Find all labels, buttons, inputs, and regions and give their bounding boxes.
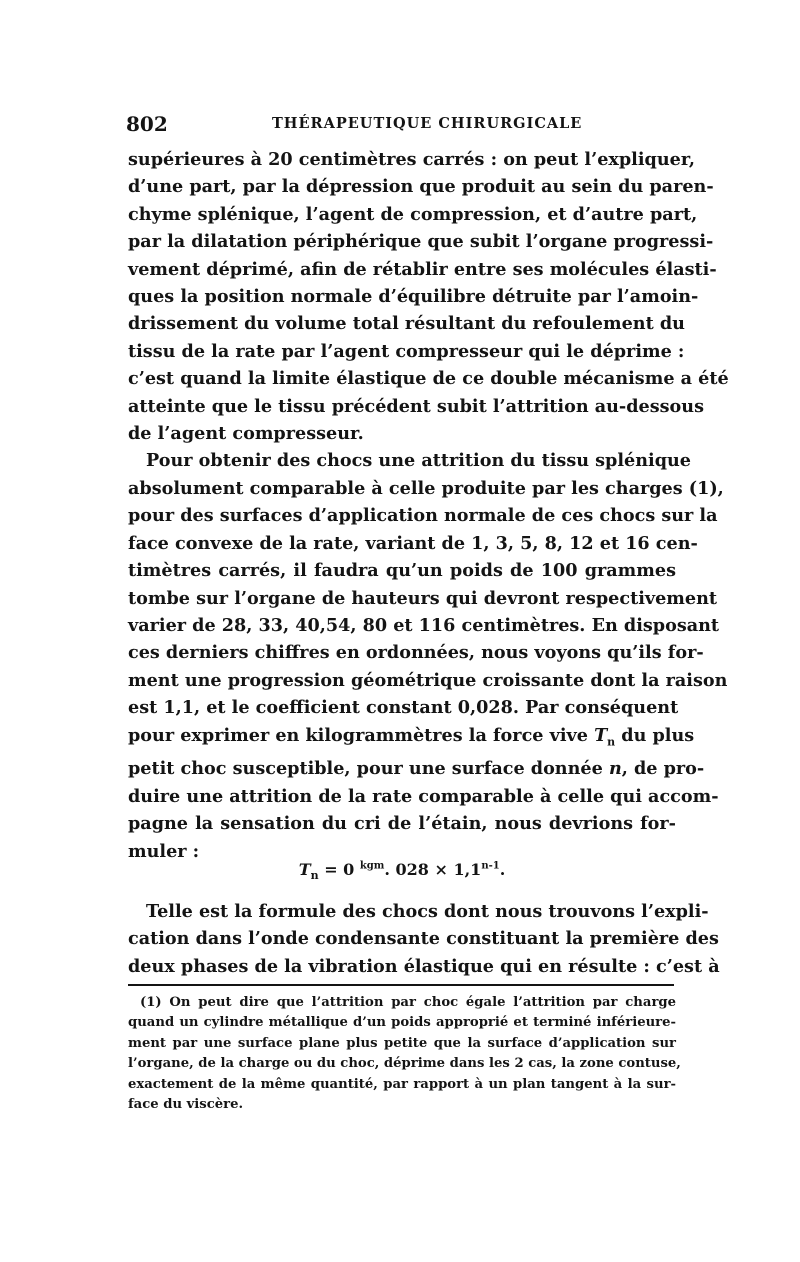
text-line: face convexe de la rate, variant de 1, 3, 5, 8, 12 et 16 cen- — [128, 532, 698, 554]
text-line: varier de 28, 33, 40,54, 80 et 116 centimètres. En disposant — [128, 614, 720, 636]
text-line: duire une attrition de la rate comparable à celle qui accom- — [128, 785, 719, 807]
text-line: Pour obtenir des chocs une attrition du tissu splénique — [146, 450, 691, 472]
text-line: supérieures à 20 centimètres carrés : on peut l’expliquer, — [128, 149, 695, 170]
text-line — [128, 722, 695, 756]
text-line: muler : — [128, 840, 200, 862]
formula-exponent: n-1 — [481, 860, 500, 872]
variable-n: n — [608, 758, 622, 780]
text-line: tombe sur l’organe de hauteurs qui devront respectivement — [128, 587, 718, 609]
footnote-line: l’organe, de la charge ou du choc, déprime dans les 2 cas, la zone contuse, — [128, 1056, 681, 1072]
text-line: timètres carrés, il faudra qu’un poids de 100 grammes — [128, 560, 676, 582]
text-line: ques la position normale d’équilibre détruite par l’amoin- — [128, 286, 699, 308]
body-text-continued — [128, 898, 720, 980]
text-line: c’est quand la limite élastique de ce double mécanisme a été — [128, 368, 729, 390]
page-number: 802 — [126, 112, 168, 136]
text-line: est 1,1, et le coefficient constant 0,028. Par conséquent — [128, 697, 679, 719]
text-line: pagne la sensation du cri de l’étain, nous devrions for- — [128, 813, 676, 835]
text-segment: du plus — [615, 724, 695, 746]
running-title: THÉRAPEUTIQUE CHIRURGICALE — [272, 115, 583, 132]
formula-lhs: T — [298, 860, 311, 879]
text-line — [128, 755, 705, 782]
text-line: absolument comparable à celle produite par les charges (1), — [128, 477, 724, 499]
text-segment: pour exprimer en kilogrammètres la force vive — [128, 724, 588, 746]
text-line: ces derniers chiffres en ordonnées, nous voyons qu’ils for- — [128, 642, 704, 664]
text-line: d’une part, par la dépression que produit au sein du paren- — [128, 176, 714, 198]
text-line: chyme splénique, l’agent de compression, et d’autre part, — [128, 203, 698, 225]
text-line: drissement du volume total résultant du refoulement du — [128, 313, 685, 335]
variable-t: T — [594, 724, 608, 746]
text-line: de l’agent compresseur. — [128, 423, 364, 445]
text-line: atteinte que le tissu précédent subit l’attrition au-dessous — [128, 395, 704, 417]
formula-unit: kgm — [359, 860, 385, 872]
formula-eq: = 0 — [318, 860, 360, 879]
text-line: cation dans l’onde condensante constituant la première des — [128, 928, 719, 950]
text-line: tissu de la rate par l’agent compresseur qui le déprime : — [128, 340, 685, 362]
text-line: ment une progression géométrique croissante dont la raison — [128, 669, 728, 691]
text-line: Telle est la formule des chocs dont nous trouvons l’expli- — [146, 901, 709, 922]
text-line: par la dilatation périphérique que subit l’organe progressi- — [128, 231, 714, 253]
footnote-line: quand un cylindre métallique d’un poids approprié et terminé inférieure- — [128, 1015, 676, 1031]
footnote — [128, 993, 681, 1115]
formula-lhs-sub: n — [310, 869, 319, 883]
formula-end: . — [499, 860, 506, 879]
footnote-line: (1) On peut dire que l’attrition par choc égale l’attrition par charge — [140, 995, 676, 1010]
footnote-line: exactement de la même quantité, par rapport à un plan tangent à la sur- — [128, 1076, 676, 1092]
text-segment: petit choc susceptible, pour une surface donnée — [128, 758, 603, 780]
subscript-n: n — [607, 735, 616, 749]
text-segment: , de pro- — [621, 758, 705, 780]
text-line: pour des surfaces d’application normale de ces chocs sur la — [128, 505, 718, 527]
text-line: deux phases de la vibration élastique qui en résulte : c’est à — [128, 955, 720, 977]
formula-middle: . 028 × 1,1 — [384, 860, 482, 879]
body-text — [128, 146, 729, 865]
footnote-line: ment par une surface plane plus petite que la surface d’application sur — [128, 1035, 676, 1051]
text-line: vement déprimé, afin de rétablir entre ses molécules élasti- — [128, 258, 717, 280]
footnote-line: face du viscère. — [128, 1097, 244, 1113]
footnote-rule — [128, 984, 674, 986]
formula — [128, 860, 676, 882]
running-head — [126, 112, 674, 138]
